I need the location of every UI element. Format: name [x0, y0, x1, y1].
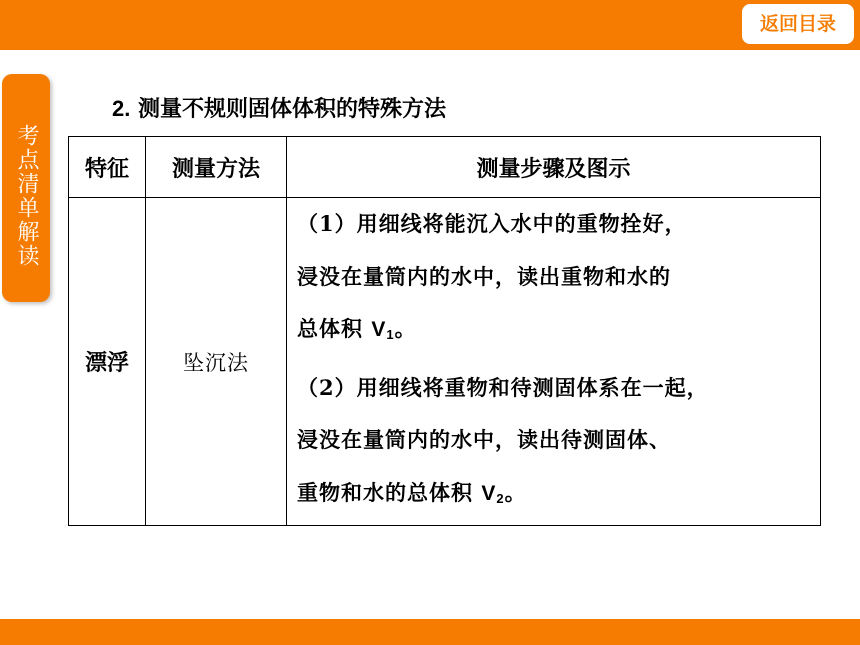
- header-method: 测量方法: [146, 137, 287, 198]
- volume-symbol: V: [481, 481, 497, 505]
- top-banner: [0, 0, 860, 50]
- step-line: 浸没在量筒内的水中，读出重物和水的: [297, 263, 671, 289]
- step-line: [297, 303, 816, 362]
- method-cell: 坠沉法: [146, 198, 287, 526]
- table-row: [69, 198, 821, 526]
- step-line: （1）用细线将能沉入水中的重物拴好，: [297, 211, 687, 236]
- step-period: 。: [504, 479, 527, 505]
- step-period: 。: [394, 316, 417, 341]
- table-header-row: [69, 137, 821, 198]
- steps-cell: [287, 198, 821, 526]
- section-title-text: 测量不规则固体体积的特殊方法: [138, 97, 447, 122]
- volume-symbol: V: [371, 318, 387, 341]
- step-line: 浸没在量筒内的水中，读出待测固体、: [297, 427, 671, 452]
- header-feature: 特征: [69, 137, 146, 198]
- step-text: 重物和水的总体积: [297, 479, 482, 505]
- measurement-method-table: [68, 136, 821, 526]
- bottom-banner: [0, 619, 860, 645]
- step-text: 总体积: [297, 316, 372, 341]
- feature-cell: 漂浮: [69, 198, 146, 526]
- side-section-tab[interactable]: 考点清单解读: [2, 74, 50, 302]
- section-number: 2.: [112, 96, 131, 121]
- back-to-contents-button[interactable]: 返回目录: [742, 4, 854, 44]
- header-steps: 测量步骤及图示: [287, 137, 821, 198]
- section-title: [112, 92, 446, 123]
- volume-subscript: 2: [496, 490, 505, 506]
- volume-subscript: 1: [386, 327, 395, 342]
- step-line: （2）用细线将重物和待测固体系在一起，: [297, 374, 709, 400]
- step-line: [297, 467, 816, 526]
